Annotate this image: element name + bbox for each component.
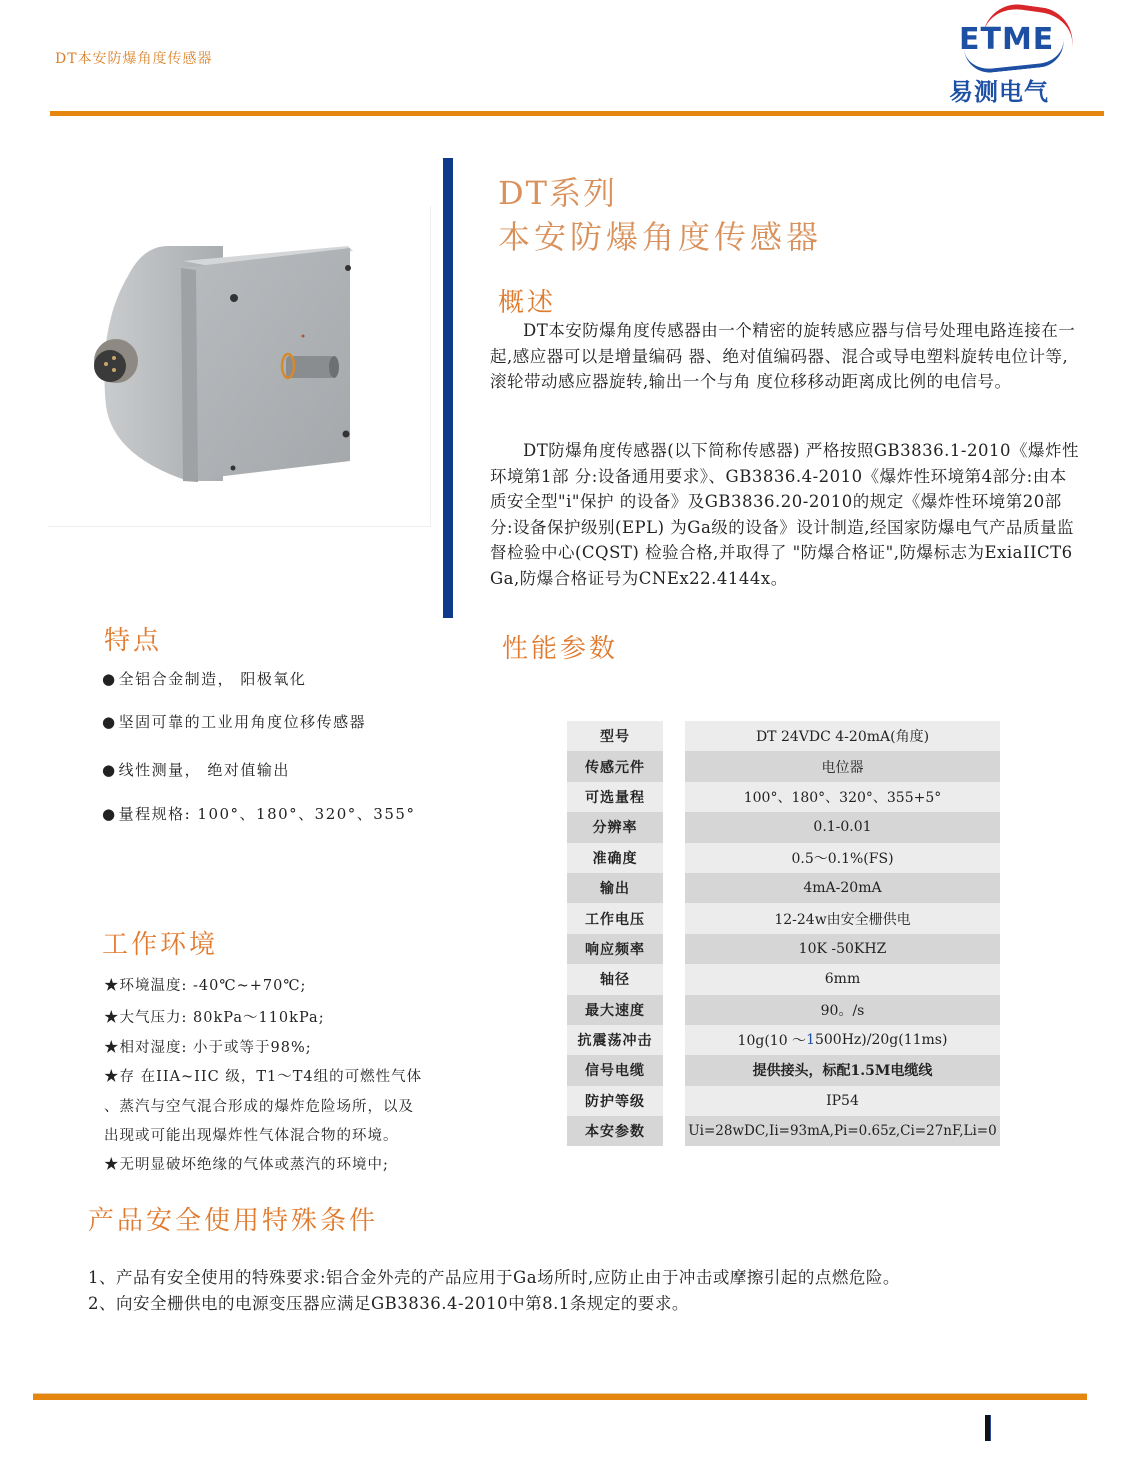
spec-label: 分辨率 [567,812,663,842]
product-photo [48,206,431,527]
overview-paragraph-2 [490,438,1080,591]
spec-value: Ui=28wDC,Ii=93mA,Pi=0.65z,Ci=27nF,Li=0 [685,1116,1000,1146]
spec-label: 防护等级 [567,1086,663,1116]
overview-text-2: DT防爆角度传感器(以下简称传感器) 严格按照GB3836.1-2010《爆炸性环境第1部 分:设备通用要求》、GB3836.4-2010《爆炸性环境第4部分:由本质安全型"i"保护 的设备》及GB3836.20-2010的规定《爆炸性环境第20部分:设备保护级别(EPL) 为Ga级的设备》设计制造,经国家防爆电气产品质量监督检验中心(CQST) 检验合格,并取得了 "防爆合格证",防爆标志为ExiaIICT6 Ga,防爆合格证号为CNEx22.4144x。 [490,441,1079,588]
table-row [567,873,1000,903]
bullet-icon: ● [102,713,117,731]
spec-value: 6mm [685,964,1000,994]
overview-text-1: DT本安防爆角度传感器由一个精密的旋转感应器与信号处理电路连接在一起,感应器可以是增量编码 器、绝对值编码器、混合或导电塑料旋转电位计等,滚轮带动感应器旋转,输出一个与角 度位移移动距离成比例的电信号。 [490,321,1076,391]
table-row [567,964,1000,994]
bullet-icon: ● [102,670,117,688]
table-row [567,721,1000,751]
spec-value: 0.1-0.01 [685,812,1000,842]
environment-item: ★大气压力: 80kPa〜110kPa; [104,1010,325,1026]
table-row [567,995,1000,1025]
bullet-icon: ● [102,805,117,823]
spec-value: 提供接头，标配1.5M电缆线 [685,1055,1000,1085]
spec-label: 响应频率 [567,934,663,964]
overview-heading: 概述 [498,288,557,318]
safety-item: 1、产品有安全使用的特殊要求:铝合金外壳的产品应用于Ga场所时,应防止由于冲击或摩擦引起的点燃危险。 [88,1268,900,1287]
table-row [567,751,1000,781]
spec-label: 型号 [567,721,663,751]
environment-item: 出现或可能出现爆炸性气体混合物的环境。 [104,1128,399,1144]
spec-label: 信号电缆 [567,1055,663,1085]
spec-value: DT 24VDC 4-20mA(角度) [685,721,1000,751]
environment-item: ★环境温度: -40℃~+70℃; [104,978,307,994]
spec-label: 最大速度 [567,995,663,1025]
feature-item [102,759,290,780]
table-row [567,812,1000,842]
etme-logo [945,4,1095,104]
angle-sensor-image-icon [48,206,430,526]
page-marker [985,1415,991,1441]
environment-item: ★相对湿度: 小于或等于98%; [104,1040,312,1056]
table-row [567,1086,1000,1116]
overview-paragraph-1 [490,318,1080,395]
table-row [567,903,1000,933]
environment-item: ★存 在IIA~IIC 级，T1〜T4组的可燃性气体 [104,1069,423,1085]
table-row [567,1025,1000,1055]
feature-item [102,668,306,689]
features-heading: 特点 [104,626,163,656]
table-row [567,782,1000,812]
header-divider [50,111,1104,116]
spec-value: 4mA-20mA [685,873,1000,903]
product-title: 本安防爆角度传感器 [498,218,823,256]
logo-brand: ETME [959,22,1055,57]
safety-heading: 产品安全使用特殊条件 [88,1206,379,1236]
spec-value-part: 500Hz)/20g(11ms) [814,1032,948,1049]
spec-value: 90。/s [685,995,1000,1025]
spec-label: 可选量程 [567,782,663,812]
header-title: DT本安防爆角度传感器 [55,51,213,67]
spec-value-highlight: 1 [806,1032,815,1049]
spec-value: 100°、180°、320°、355+5° [685,782,1000,812]
environment-heading: 工作环境 [102,930,219,960]
spec-table [567,721,1000,1146]
spec-value: 电位器 [685,751,1000,781]
spec-value: 0.5～0.1%(FS) [685,843,1000,873]
spec-value-part: 10g(10 ～ [737,1033,807,1050]
safety-item: 2、向安全栅供电的电源变压器应满足GB3836.4-2010中第8.1条规定的要求。 [88,1294,689,1313]
feature-text: 线性测量， 绝对值输出 [118,761,290,779]
spec-value: 10K -50KHZ [685,934,1000,964]
feature-text: 全铝合金制造， 阳极氧化 [118,670,307,688]
params-heading: 性能参数 [502,634,619,664]
spec-value: 12-24w由安全栅供电 [685,903,1000,933]
feature-text: 坚固可靠的工业用角度位移传感器 [118,713,367,731]
spec-label: 传感元件 [567,751,663,781]
spec-label: 轴径 [567,964,663,994]
bullet-icon: ● [102,761,117,779]
logo-brand-cn: 易测电气 [949,78,1049,106]
spec-label: 工作电压 [567,903,663,933]
spec-label: 抗震荡冲击 [567,1025,663,1055]
table-row [567,934,1000,964]
spec-label: 输出 [567,873,663,903]
feature-item [102,711,366,732]
feature-item [102,803,415,824]
accent-bar [443,158,453,618]
environment-item: 、蒸汽与空气混合形成的爆炸危险场所，以及 [104,1099,414,1115]
environment-item: ★无明显破坏绝缘的气体或蒸汽的环境中; [104,1157,389,1173]
spec-value: IP54 [685,1086,1000,1116]
product-series-title: DT系列 [498,174,618,212]
spec-label: 准确度 [567,843,663,873]
table-row [567,843,1000,873]
spec-value [685,1025,1000,1055]
feature-text: 量程规格: 100°、180°、320°、355° [118,805,416,823]
footer-divider [33,1393,1087,1400]
table-row [567,1055,1000,1085]
spec-label: 本安参数 [567,1116,663,1146]
table-row [567,1116,1000,1146]
